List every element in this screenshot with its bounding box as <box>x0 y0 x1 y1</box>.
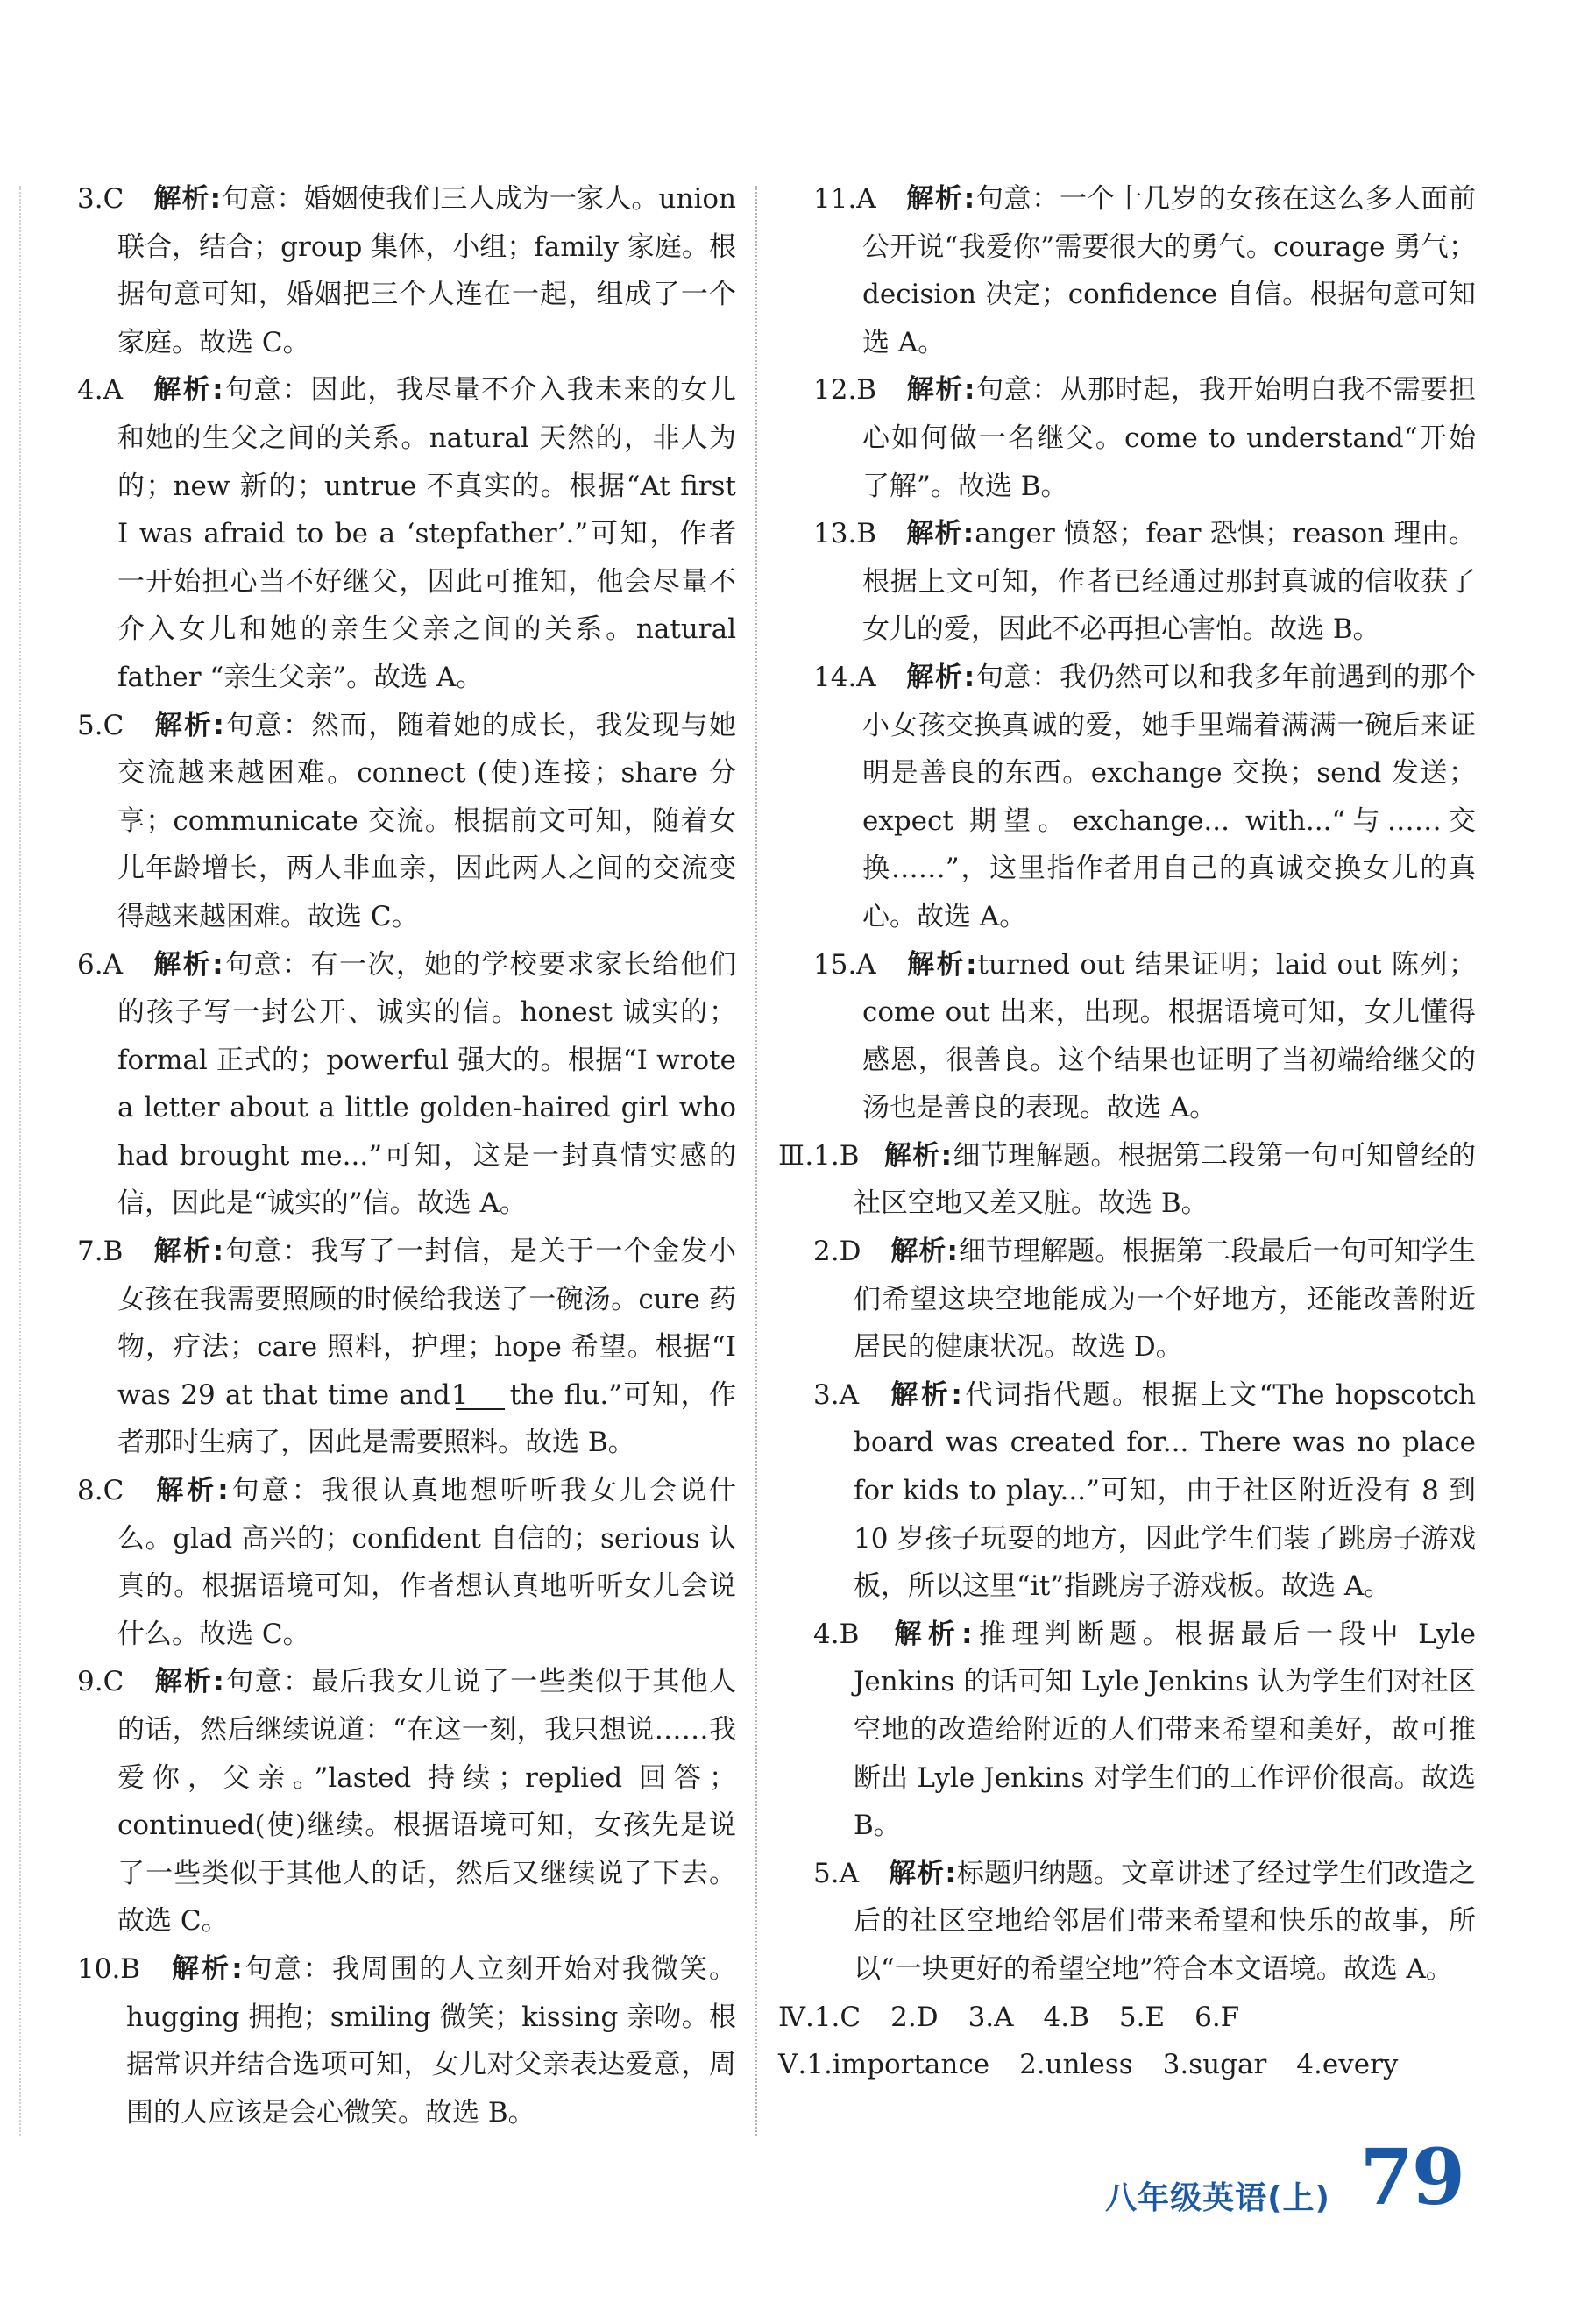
analysis-label: 解析: <box>156 1475 230 1507</box>
answer-item <box>77 1467 736 1658</box>
answer-number: 15.A <box>813 948 876 981</box>
answer-number: 12.B <box>813 374 877 407</box>
answer-number: Ⅲ.1.B <box>778 1139 860 1172</box>
answer-number: 10.B <box>77 1952 141 1985</box>
analysis-text: 细节理解题。根据第二段第一句可知曾经的社区空地又差又脏。故选 B。 <box>854 1139 1476 1220</box>
answer-number: 8.C <box>77 1475 124 1507</box>
answer-number: 4.B <box>813 1618 860 1650</box>
column-divider <box>755 186 757 2136</box>
analysis-text: 句意：我仍然可以和我多年前遇到的那个小女孩交换真诚的爱，她手里端着满满一碗后来证明是善良的东西。exchange 交换；send 发送；expect 期望。exchange... with...“与……交换……”，这里指作者用自己的真诚交换女儿的真心。故选 A。 <box>862 661 1477 932</box>
analysis-label: 解析: <box>172 1952 244 1985</box>
answer-number: 3.A <box>813 1378 859 1411</box>
analysis-text: the flu.”可知，作者那时生病了，因此是需要照料。故选 B。 <box>117 1378 736 1459</box>
answer-item <box>778 1850 1476 1994</box>
analysis-text: 推理判断题。根据最后一段中 Lyle Jenkins 的话可知 Lyle Jenkins 认为学生们对社区空地的改造给附近的人们带来希望和美好，故可推断出 Lyle Jenkins 对学生们的工作评价很高。故选 B。 <box>854 1618 1476 1842</box>
section-v-label: Ⅴ. <box>778 2049 807 2081</box>
analysis-label: 解析: <box>906 374 976 407</box>
answer-number: 4.A <box>77 374 123 407</box>
analysis-label: 解析: <box>906 661 976 693</box>
answer-item <box>77 941 736 1229</box>
answer-key: 2.unless <box>1019 2049 1133 2081</box>
answer-item <box>778 654 1476 941</box>
answer-item <box>778 1132 1476 1228</box>
blank-number: 1 <box>456 1382 505 1410</box>
analysis-label: 解析: <box>906 183 976 215</box>
analysis-label: 解析: <box>894 1618 974 1650</box>
page-number: 79 <box>1359 2131 1464 2222</box>
analysis-label: 解析: <box>153 948 224 981</box>
analysis-text: 句意：一个十几岁的女孩在这么多人面前公开说“我爱你”需要很大的勇气。courage 勇气；decision 决定；confidence 自信。根据句意可知选 A。 <box>862 183 1477 358</box>
analysis-text: 句意：最后我女儿说了一些类似于其他人的话，然后继续说道：“在这一刻，我只想说……我爱你，父亲。”lasted 持续；replied 回答；continued(使)继续。根据语境可知，女孩先是说了一些类似于其他人的话，然后又继续说了下去。故选 C。 <box>117 1666 736 1938</box>
analysis-text: turned out 结果证明；laid out 陈列；come out 出来，出现。根据语境可知，女儿懂得感恩，很善良。这个结果也证明了当初端给继父的汤也是善良的表现。故选 A。 <box>862 948 1476 1124</box>
answer-number: 9.C <box>77 1666 124 1698</box>
answer-item <box>77 175 736 366</box>
analysis-text: 句意：婚姻使我们三人成为一家人。union 联合，结合；group 集体，小组；family 家庭。根据句意可知，婚姻把三个人连在一起，组成了一个家庭。故选 C。 <box>117 183 736 358</box>
answer-number: 6.A <box>77 948 123 981</box>
answer-key: 6.F <box>1194 2001 1240 2033</box>
analysis-label: 解析: <box>890 1236 959 1268</box>
answer-item <box>778 941 1476 1132</box>
answer-item <box>778 1371 1476 1611</box>
answer-number: 7.B <box>77 1236 124 1268</box>
analysis-label: 解析: <box>906 518 975 550</box>
answer-item <box>77 366 736 701</box>
analysis-text: 句意：然而，随着她的成长，我发现与她交流越来越困难。connect (使)连接；share 分享；communicate 交流。根据前文可知，随着女儿年龄增长，两人非血亲，因此两人之间的交流变得越来越困难。故选 C。 <box>117 709 736 932</box>
analysis-text: 细节理解题。根据第二段最后一句可知学生们希望这块空地能成为一个好地方，还能改善附近居民的健康状况。故选 D。 <box>854 1236 1476 1364</box>
answer-item <box>778 1228 1476 1371</box>
answer-key: 1.C <box>813 2001 861 2033</box>
right-column <box>778 175 1476 2089</box>
answer-key: 3.sugar <box>1162 2049 1267 2081</box>
analysis-label: 解析: <box>153 1236 224 1268</box>
answer-item <box>77 1945 736 2136</box>
section-v-answers <box>778 2041 1476 2089</box>
answer-number: 2.D <box>813 1236 861 1268</box>
answer-item <box>778 366 1476 510</box>
analysis-text: 句意：我很认真地想听听我女儿会说什么。glad 高兴的；confident 自信的；serious 认真的。根据语境可知，作者想认真地听听女儿会说什么。故选 C。 <box>117 1475 737 1650</box>
analysis-label: 解析: <box>890 1378 963 1411</box>
answer-number: 13.B <box>813 518 877 550</box>
answer-item <box>77 1658 736 1945</box>
analysis-label: 解析: <box>153 374 224 407</box>
analysis-label: 解析: <box>907 948 978 981</box>
analysis-text: 句意：我写了一封信，是关于一个金发小女孩在我需要照顾的时候给我送了一碗汤。cure 药物，疗法；care 照料，护理；hope 希望。根据“I was 29 at that time and <box>117 1236 737 1411</box>
analysis-text: anger 愤怒；fear 恐惧；reason 理由。根据上文可知，作者已经通过那封真诚的信收获了女儿的爱，因此不必再担心害怕。故选 B。 <box>862 518 1476 646</box>
analysis-label: 解析: <box>154 709 225 741</box>
analysis-text: 句意：因此，我尽量不介入我未来的女儿和她的生父之间的关系。natural 天然的，非人为的；new 新的；untrue 不真实的。根据“At first I was afraid to be a ‘stepfather’.”可知，作者一开始担心当不好继父，因此可推知，他会尽量不介入女儿和她的亲生父亲之间的关系。natural father “亲生父亲”。故选 A。 <box>117 374 736 693</box>
answer-number: 11.A <box>813 183 876 215</box>
answer-key: 4.B <box>1043 2001 1089 2033</box>
book-title: 八年级英语(上) <box>1105 2180 1330 2216</box>
left-column <box>77 175 736 2136</box>
answer-key: 2.D <box>890 2001 939 2033</box>
answer-number: 5.A <box>813 1857 859 1889</box>
answer-number: 5.C <box>77 709 124 741</box>
analysis-text: 句意：从那时起，我开始明白我不需要担心如何做一名继父。come to understand“开始了解”。故选 B。 <box>862 374 1477 502</box>
answer-key: 4.every <box>1296 2049 1399 2081</box>
answer-key: 5.E <box>1118 2001 1166 2033</box>
answer-item <box>778 175 1476 366</box>
answer-item <box>77 1228 736 1467</box>
answer-item <box>778 510 1476 654</box>
analysis-label: 解析: <box>153 183 223 215</box>
answer-key: 1.importance <box>806 2049 990 2081</box>
answer-number: 3.C <box>77 183 124 215</box>
analysis-text: 句意：有一次，她的学校要求家长给他们的孩子写一封公开、诚实的信。honest 诚实的；formal 正式的；powerful 强大的。根据“I wrote a letter about a little golden-haired girl who had brought me...”可知，这是一封真情实感的信，因此是“诚实的”信。故选 A。 <box>117 948 736 1220</box>
analysis-label: 解析: <box>883 1139 953 1172</box>
answer-item <box>778 1611 1476 1850</box>
analysis-text: 标题归纳题。文章讲述了经过学生们改造之后的社区空地给邻居们带来希望和快乐的故事，所以“一块更好的希望空地”符合本文语境。故选 A。 <box>854 1857 1477 1985</box>
section-iv-answers <box>778 1994 1476 2042</box>
analysis-text: 代词指代题。根据上文“The hopscotch board was created for... There was no place for kids to play...”可知，由于社区附近没有 8 到 10 岁孩子玩耍的地方，因此学生们装了跳房子游戏板，所以这里“it”指跳房子游戏板。故选 A。 <box>854 1378 1476 1603</box>
section-iv-label: Ⅳ. <box>778 2001 814 2033</box>
answer-item <box>77 702 736 941</box>
page-edge-divider <box>19 186 21 2136</box>
answer-key: 3.A <box>968 2001 1014 2033</box>
analysis-label: 解析: <box>154 1666 225 1698</box>
answer-number: 14.A <box>813 661 876 693</box>
analysis-text: 句意：我周围的人立刻开始对我微笑。hugging 拥抱；smiling 微笑；kissing 亲吻。根据常识并结合选项可知，女儿对父亲表达爱意，周围的人应该是会心微笑。故选 B。 <box>126 1952 736 2129</box>
analysis-label: 解析: <box>889 1857 957 1889</box>
